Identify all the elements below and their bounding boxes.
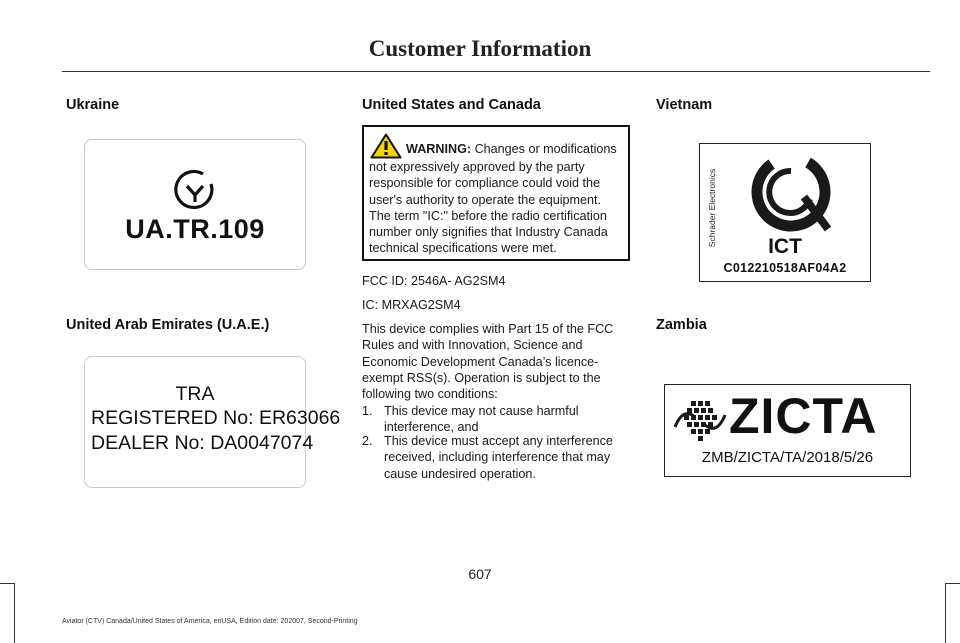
uae-label-line: TRA (175, 383, 215, 405)
title-rule (62, 71, 930, 72)
crop-mark (945, 583, 946, 643)
warning-text: Changes or modifications not expressively approved by the party responsible for compliance could void the user's authority to operate the equipment. The term "IC:" before the radio certification number only signifies that Industry Canada technical specifications were met. (369, 142, 617, 256)
condition-text: This device must accept any interference received, including interference that may cause undesired operation. (384, 434, 613, 481)
zambia-code: ZMB/ZICTA/TA/2018/5/26 (701, 449, 874, 466)
uae-heading: United Arab Emirates (U.A.E.) (66, 317, 270, 333)
uae-label-line: DEALER No: DA0047074 (91, 432, 314, 454)
fcc-id: FCC ID: 2546A- AG2SM4 (362, 274, 506, 288)
condition-item (362, 403, 634, 437)
condition-text: This device may not cause harmful interference, and (384, 404, 579, 435)
ic-id: IC: MRXAG2SM4 (362, 298, 461, 312)
warning-triangle-icon (370, 133, 402, 159)
zicta-logo-text: ZICTA (729, 388, 878, 444)
vietnam-label-image (699, 143, 871, 282)
page-title: Customer Information (368, 36, 592, 61)
ukraine-heading: Ukraine (66, 97, 120, 113)
vietnam-heading: Vietnam (656, 97, 713, 113)
uae-label-image (84, 356, 341, 488)
warning-box (362, 125, 630, 261)
footer-edition-note: Aviator (CTV) Canada/United States of America, enUSA, Edition date: 202007, Second-Printing (62, 618, 358, 625)
vietnam-ict-text: ICT (768, 235, 802, 258)
ict-logo-icon (748, 149, 834, 235)
zambia-label-image (664, 384, 911, 477)
page-number: 607 (468, 566, 492, 582)
us-canada-heading: United States and Canada (362, 97, 541, 113)
ukraine-label-image (84, 139, 306, 270)
condition-number: 1. (362, 404, 373, 418)
zambia-heading: Zambia (656, 317, 707, 333)
condition-item (362, 433, 634, 483)
ukraine-label-text: UA.TR.109 (125, 214, 265, 244)
uae-label-line: REGISTERED No: ER63066 (91, 407, 341, 429)
ukraine-conformity-icon (173, 168, 217, 212)
zicta-emblem-icon (673, 397, 727, 445)
condition-number: 2. (362, 434, 373, 448)
crop-mark (0, 583, 14, 584)
crop-mark (946, 583, 960, 584)
vietnam-side-text: Schrader Electronics (707, 168, 717, 248)
vietnam-code: C012210518AF04A2 (723, 261, 847, 275)
crop-mark (14, 583, 15, 643)
compliance-paragraph: This device complies with Part 15 of the FCC Rules and with Innovation, Science and Economic Development Canada’s licence-exempt RSS(s). Operation is subject to the following two conditions: (362, 322, 614, 402)
warning-label: WARNING: (406, 142, 472, 156)
